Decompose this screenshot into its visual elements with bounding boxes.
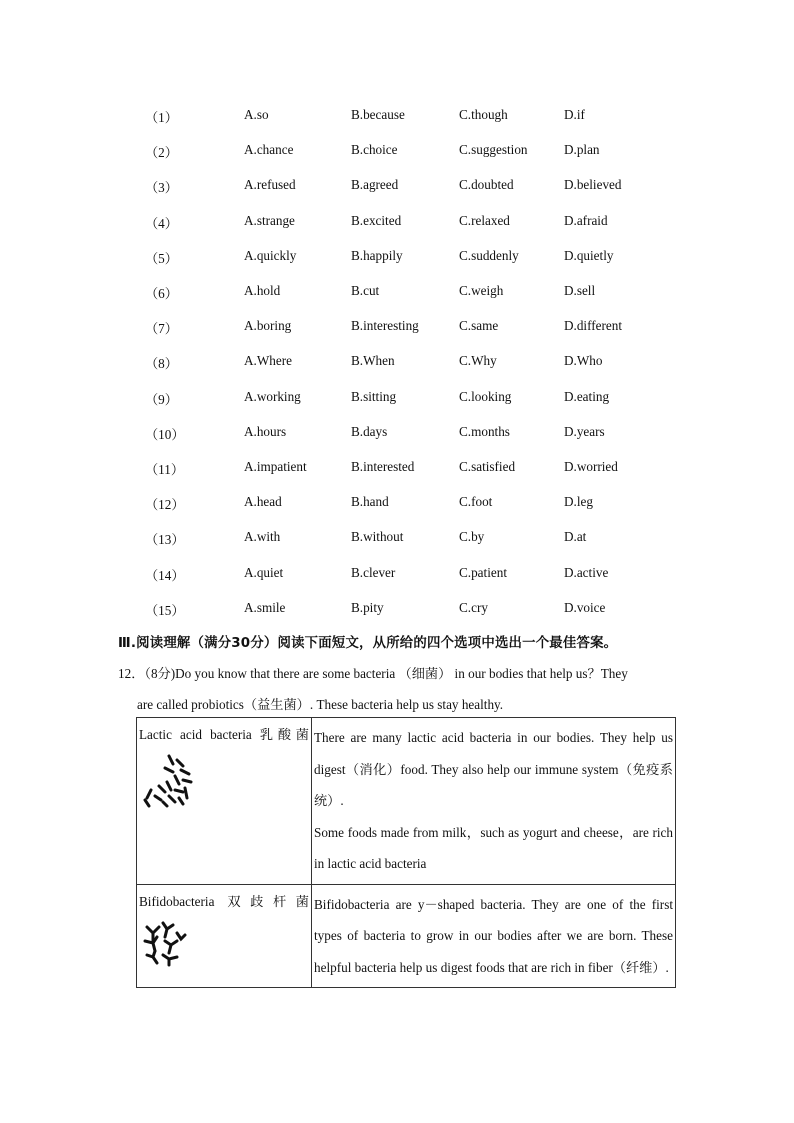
question-number: （8） — [145, 356, 178, 372]
option-b: B.agreed — [351, 177, 399, 193]
option-a: A.quiet — [244, 564, 284, 580]
option-a: A.refused — [244, 177, 296, 193]
question-number: （5） — [145, 250, 178, 266]
option-c: C.though — [459, 107, 508, 122]
option-d: D.if — [564, 107, 585, 122]
option-d: D.active — [564, 564, 609, 580]
question-option-row — [0, 529, 794, 549]
option-d: D.Who — [564, 353, 603, 369]
option-a: A.head — [244, 494, 282, 510]
question-number: （1） — [145, 110, 178, 125]
question-number: （9） — [145, 391, 178, 407]
option-b: B.without — [351, 529, 404, 545]
option-c: C.cry — [459, 599, 488, 615]
option-d: D.afraid — [564, 212, 608, 228]
option-b: B.happily — [351, 247, 403, 263]
option-c: C.satisfied — [459, 459, 516, 474]
option-d: D.plan — [564, 142, 600, 158]
option-b: B.interested — [351, 459, 415, 474]
rod-bacteria-icon — [139, 752, 309, 822]
option-d: D.years — [564, 423, 605, 439]
option-d: D.quietly — [564, 247, 614, 263]
question-option-row — [0, 283, 794, 303]
question-number: （7） — [145, 321, 178, 337]
description-paragraph: There are many lactic acid bacteria in our bodies. They help us digest（消化）food. They also help our immune system（免疫系统）. — [314, 730, 673, 808]
option-a: A.chance — [244, 142, 294, 158]
option-a: A.so — [244, 107, 269, 122]
question-option-row — [0, 213, 794, 233]
option-d: D.voice — [564, 599, 606, 615]
table-cell-label — [137, 718, 312, 885]
option-b: B.excited — [351, 212, 402, 228]
question-option-row — [0, 318, 794, 338]
option-c: C.same — [459, 318, 499, 334]
option-b: B.choice — [351, 142, 398, 158]
question-number: （13） — [145, 532, 185, 548]
question-number: （12） — [145, 497, 185, 513]
option-b: B.interesting — [351, 318, 419, 334]
option-a: A.quickly — [244, 247, 297, 263]
table-row — [137, 718, 676, 885]
option-b: B.because — [351, 107, 405, 122]
option-c: C.Why — [459, 353, 497, 369]
question-option-row — [0, 565, 794, 585]
question-option-row — [0, 107, 794, 127]
option-b: B.clever — [351, 564, 396, 580]
question-number: （6） — [145, 286, 178, 301]
option-a: A.Where — [244, 353, 292, 369]
option-c: C.patient — [459, 564, 507, 580]
option-b: B.sitting — [351, 388, 397, 404]
question-option-row — [0, 177, 794, 197]
passage-intro-line-2: are called probiotics（益生菌）. These bacteria help us stay healthy. — [137, 697, 504, 712]
option-a: A.smile — [244, 599, 286, 615]
question-number: （4） — [145, 215, 178, 231]
table-row — [137, 884, 676, 988]
y-shaped-bacteria-icon — [139, 919, 309, 979]
option-a: A.hours — [244, 423, 287, 439]
option-c: C.by — [459, 529, 485, 545]
passage-intro-line-1: 12．（8分)Do you know that there are some bacteria （细菌） in our bodies that help us？They — [118, 666, 628, 681]
option-c: C.foot — [459, 494, 493, 510]
option-d: D.leg — [564, 494, 593, 510]
description-paragraph: Some foods made from milk，such as yogurt and cheese，are rich in lactic acid bacteria — [314, 824, 673, 871]
probiotics-table — [136, 717, 676, 988]
question-option-row — [0, 248, 794, 268]
section-heading: Ⅲ.阅读理解（满分30分）阅读下面短文，从所给的四个选项中选出一个最佳答案。 — [118, 636, 618, 651]
option-c: C.weigh — [459, 283, 504, 298]
option-d: D.at — [564, 529, 587, 545]
question-option-row — [0, 142, 794, 162]
question-option-row — [0, 353, 794, 373]
option-d: D.eating — [564, 388, 610, 404]
question-number: （2） — [145, 145, 178, 161]
option-c: C.doubted — [459, 177, 514, 193]
option-d: D.different — [564, 318, 622, 334]
option-a: A.impatient — [244, 459, 307, 474]
option-a: A.hold — [244, 283, 281, 298]
option-b: B.cut — [351, 283, 380, 298]
option-a: A.strange — [244, 212, 295, 228]
option-a: A.with — [244, 529, 281, 545]
table-cell-description — [312, 718, 676, 885]
table-cell-label — [137, 884, 312, 988]
option-c: C.months — [459, 423, 510, 439]
table-cell-description — [312, 884, 676, 988]
option-c: C.suggestion — [459, 142, 528, 158]
option-d: D.worried — [564, 459, 618, 474]
option-a: A.working — [244, 388, 301, 404]
option-b: B.pity — [351, 599, 384, 615]
question-option-row — [0, 600, 794, 620]
option-a: A.boring — [244, 318, 292, 334]
option-d: D.believed — [564, 177, 622, 193]
question-number: （11） — [145, 462, 185, 477]
question-number: （15） — [145, 602, 185, 618]
bacteria-name: Bifidobacteria 双歧杆菌 — [139, 893, 309, 909]
bacteria-name: Lactic acid bacteria 乳酸菌 — [139, 727, 309, 742]
option-b: B.When — [351, 353, 395, 369]
question-option-row — [0, 494, 794, 514]
option-c: C.suddenly — [459, 247, 519, 263]
question-number: （3） — [145, 180, 178, 196]
option-b: B.hand — [351, 494, 389, 510]
option-c: C.looking — [459, 388, 512, 404]
option-c: C.relaxed — [459, 212, 510, 228]
question-number: （10） — [145, 426, 185, 442]
question-option-row — [0, 424, 794, 444]
description-paragraph: Bifidobacteria are y－shaped bacteria. They are one of the first types of bacteria to grow in our bodies after we are born. These helpful bacteria help us digest foods that are rich in fiber（纤维）. — [314, 896, 673, 975]
option-b: B.days — [351, 423, 388, 439]
question-number: （14） — [145, 567, 185, 583]
question-option-row — [0, 389, 794, 409]
option-d: D.sell — [564, 283, 596, 298]
question-option-row — [0, 459, 794, 479]
